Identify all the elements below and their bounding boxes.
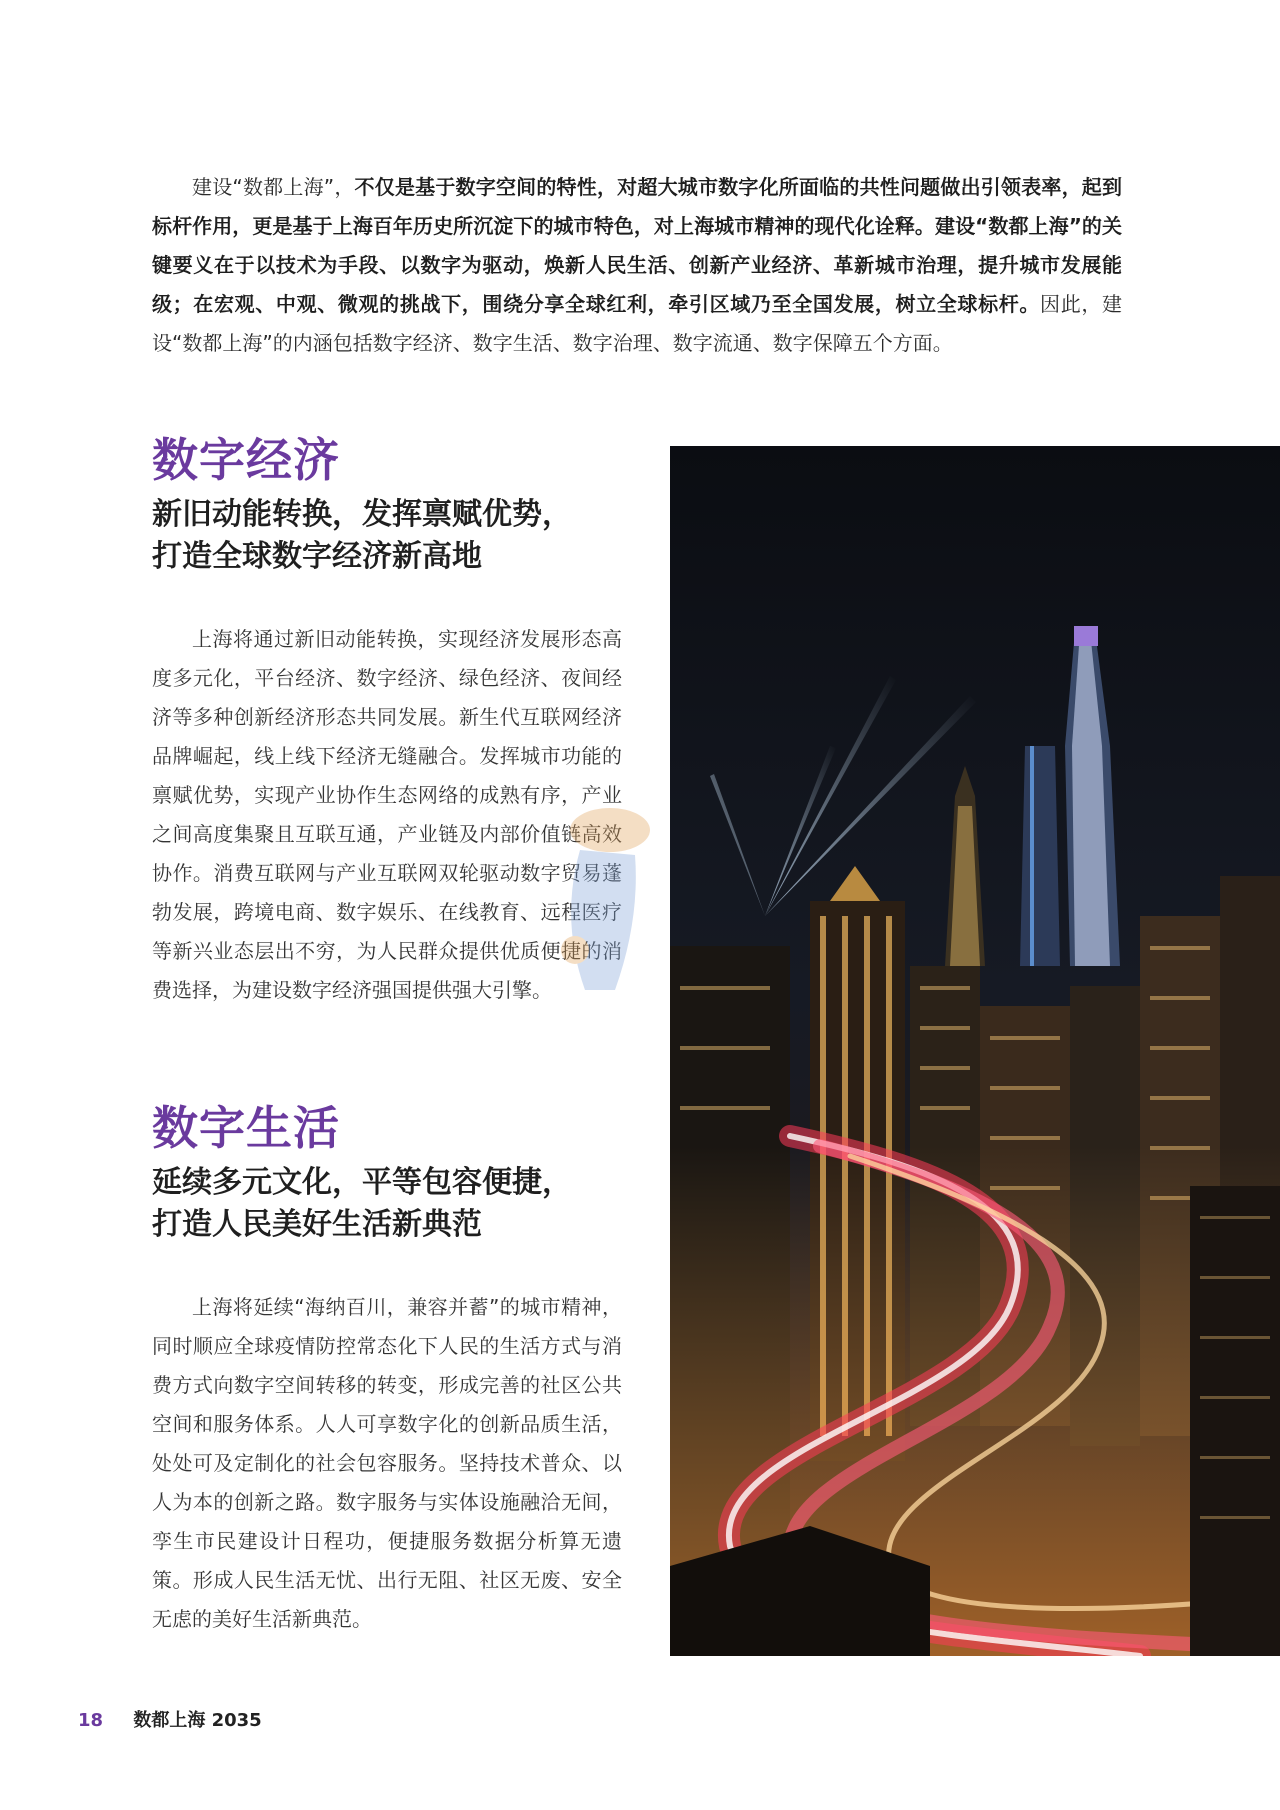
intro-part1: 建设“数都上海”， bbox=[192, 175, 355, 199]
city-skyline-illustration bbox=[670, 446, 1280, 1656]
section-body: 上海将通过新旧动能转换，实现经济发展形态高度多元化，平台经济、数字经济、绿色经济、夜间经济等多种创新经济形态共同发展。新生代互联网经济品牌崛起，线上线下经济无缝融合。发挥城市功能的禀赋优势，实现产业协作生态网络的成熟有序，产业之间高度集聚且互联互通，产业链及内部价值链高效协作。消费互联网与产业互联网双轮驱动数字贸易蓬勃发展，跨境电商、数字娱乐、在线教育、远程医疗等新兴业态层出不穷，为人民群众提供优质便捷的消费选择，为建设数字经济强国提供强大引擎。 bbox=[152, 627, 622, 1002]
subtitle-line-1: 延续多元文化，平等包容便捷， bbox=[152, 1165, 572, 1200]
section-body: 上海将延续“海纳百川，兼容并蓄”的城市精神，同时顺应全球疫情防控常态化下人民的生活方式与消费方式向数字空间转移的转变，形成完善的社区公共空间和服务体系。人人可享数字化的创新品质生活，处处可及定制化的社会包容服务。坚持技术普众、以人为本的创新之路。数字服务与实体设施融洽无间，孪生市民建设计日程功，便捷服务数据分析算无遗策。形成人民生活无忧、出行无阻、社区无废、安全无虑的美好生活新典范。 bbox=[152, 1295, 622, 1631]
subtitle-line-2: 打造人民美好生活新典范 bbox=[152, 1207, 482, 1242]
page-number: 18 bbox=[78, 1710, 104, 1731]
section-subtitle bbox=[152, 494, 622, 578]
intro-part2: 不仅是基于数字空间的特性，对超大城市数字化所面临的共性问题做出引领表率，起到标杆作用，更是基于上海百年历史所沉淀下的城市特色，对上海城市精神的现代化诠释。建设“数都上海”的关键要义在于以技术为手段、以数字为驱动，焕新人民生活、创新产业经济、革新城市治理，提升城市发展能级；在宏观、中观、微观的挑战下，围绕分享全球红利，牵引区域乃至全国发展，树立全球标杆。 bbox=[152, 175, 1122, 316]
section-title: 数字经济 bbox=[152, 433, 340, 487]
publication-title: 数都上海 2035 bbox=[133, 1710, 262, 1731]
intro-part3: 因此，建设“数都上海”的内涵包括数字经济、数字生活、数字治理、数字流通、数字保障五个方面。 bbox=[152, 292, 1123, 355]
watermark-figure bbox=[540, 800, 670, 1010]
page-footer bbox=[78, 1706, 262, 1732]
section-title: 数字生活 bbox=[152, 1101, 340, 1155]
section-subtitle bbox=[152, 1162, 622, 1246]
subtitle-line-1: 新旧动能转换，发挥禀赋优势， bbox=[152, 497, 572, 532]
intro-paragraph bbox=[152, 168, 1122, 363]
subtitle-line-2: 打造全球数字经济新高地 bbox=[152, 539, 482, 574]
shanghai-night-photo bbox=[670, 446, 1280, 1656]
section-digital-life bbox=[152, 1100, 622, 1639]
